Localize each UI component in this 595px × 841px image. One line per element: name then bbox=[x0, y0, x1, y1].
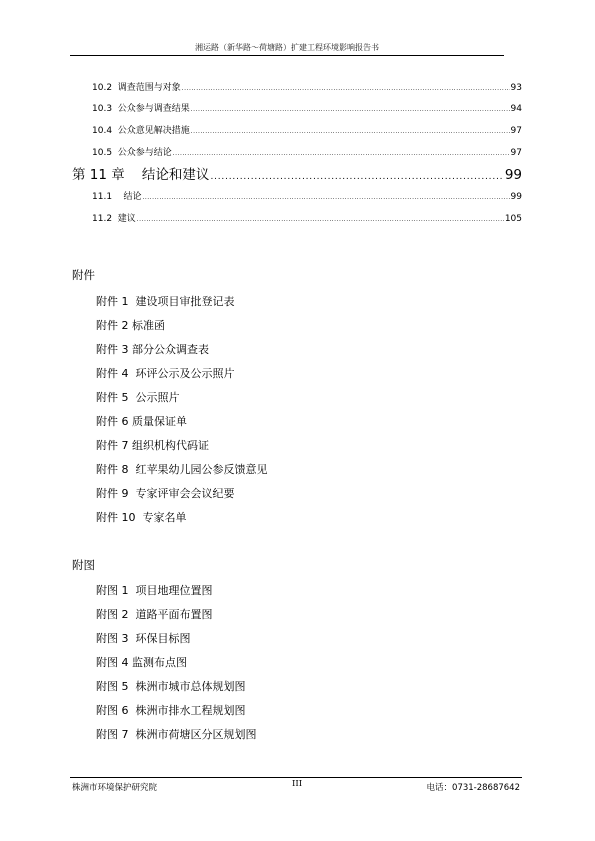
footer-organization: 株洲市环境保护研究院 bbox=[72, 783, 158, 793]
toc-entry[interactable] bbox=[92, 145, 522, 157]
toc-entry-label: 11.2 建议 bbox=[92, 214, 136, 224]
attachments-heading: 附件 bbox=[72, 268, 95, 282]
toc-entry-page: 94 bbox=[510, 104, 522, 114]
attachment-item: 附件 3 部分公众调查表 bbox=[96, 343, 209, 356]
toc-leader-dots bbox=[173, 150, 510, 157]
toc-entry-page: 99 bbox=[504, 167, 522, 183]
toc-entry[interactable] bbox=[92, 80, 522, 92]
toc-leader-dots bbox=[137, 216, 504, 223]
attachment-item: 附件 4 环评公示及公示照片 bbox=[96, 367, 235, 380]
toc-entry[interactable] bbox=[92, 123, 522, 135]
attachment-item: 附件 1 建设项目审批登记表 bbox=[96, 295, 235, 308]
figure-item: 附图 2 道路平面布置图 bbox=[96, 608, 213, 621]
toc-leader-dots bbox=[142, 194, 509, 201]
figure-item: 附图 5 株洲市城市总体规划图 bbox=[96, 680, 246, 693]
toc-chapter-entry[interactable] bbox=[72, 163, 522, 181]
figure-item: 附图 4 监测布点图 bbox=[96, 656, 187, 669]
page-header-title: 湘运路（新华路～荷塘路）扩建工程环境影响报告书 bbox=[195, 43, 379, 52]
figure-item: 附图 3 环保目标图 bbox=[96, 632, 191, 645]
toc-entry[interactable] bbox=[92, 189, 522, 201]
toc-entry-label: 10.3 公众参与调查结果 bbox=[92, 104, 190, 114]
toc-entry[interactable] bbox=[92, 101, 522, 113]
attachment-item: 附件 8 红苹果幼儿园公参反馈意见 bbox=[96, 463, 268, 476]
toc-entry-label: 11.1 结论 bbox=[92, 192, 142, 202]
toc-leader-dots bbox=[191, 106, 510, 113]
attachment-item: 附件 10 专家名单 bbox=[96, 511, 187, 524]
toc-entry-page: 93 bbox=[510, 83, 522, 93]
toc-entry-label: 10.4 公众意见解决措施 bbox=[92, 126, 190, 136]
attachment-item: 附件 7 组织机构代码证 bbox=[96, 439, 209, 452]
footer-rule bbox=[70, 777, 522, 778]
figure-item: 附图 7 株洲市荷塘区分区规划图 bbox=[96, 728, 257, 741]
figure-item: 附图 6 株洲市排水工程规划图 bbox=[96, 704, 246, 717]
footer-phone: 电话：0731-28687642 bbox=[426, 783, 520, 793]
toc-leader-dots bbox=[182, 85, 510, 92]
attachment-item: 附件 9 专家评审会会议纪要 bbox=[96, 487, 235, 500]
toc-entry-label: 第 11 章 结论和建议 bbox=[72, 167, 210, 183]
toc-entry-label: 10.2 调查范围与对象 bbox=[92, 83, 181, 93]
attachment-item: 附件 2 标准函 bbox=[96, 319, 165, 332]
toc-entry-page: 105 bbox=[504, 214, 522, 224]
toc-entry-page: 97 bbox=[510, 126, 522, 136]
figure-item: 附图 1 项目地理位置图 bbox=[96, 584, 213, 597]
toc-leader-dots bbox=[191, 128, 510, 135]
header-rule bbox=[70, 55, 504, 56]
figures-heading: 附图 bbox=[72, 558, 95, 572]
toc-leader-dots bbox=[210, 172, 503, 182]
footer-page-number: III bbox=[292, 779, 303, 789]
toc-entry-page: 97 bbox=[510, 148, 522, 158]
attachment-item: 附件 6 质量保证单 bbox=[96, 415, 187, 428]
toc-entry[interactable] bbox=[92, 211, 522, 223]
toc-entry-page: 99 bbox=[510, 192, 522, 202]
toc-entry-label: 10.5 公众参与结论 bbox=[92, 148, 172, 158]
attachment-item: 附件 5 公示照片 bbox=[96, 391, 180, 404]
